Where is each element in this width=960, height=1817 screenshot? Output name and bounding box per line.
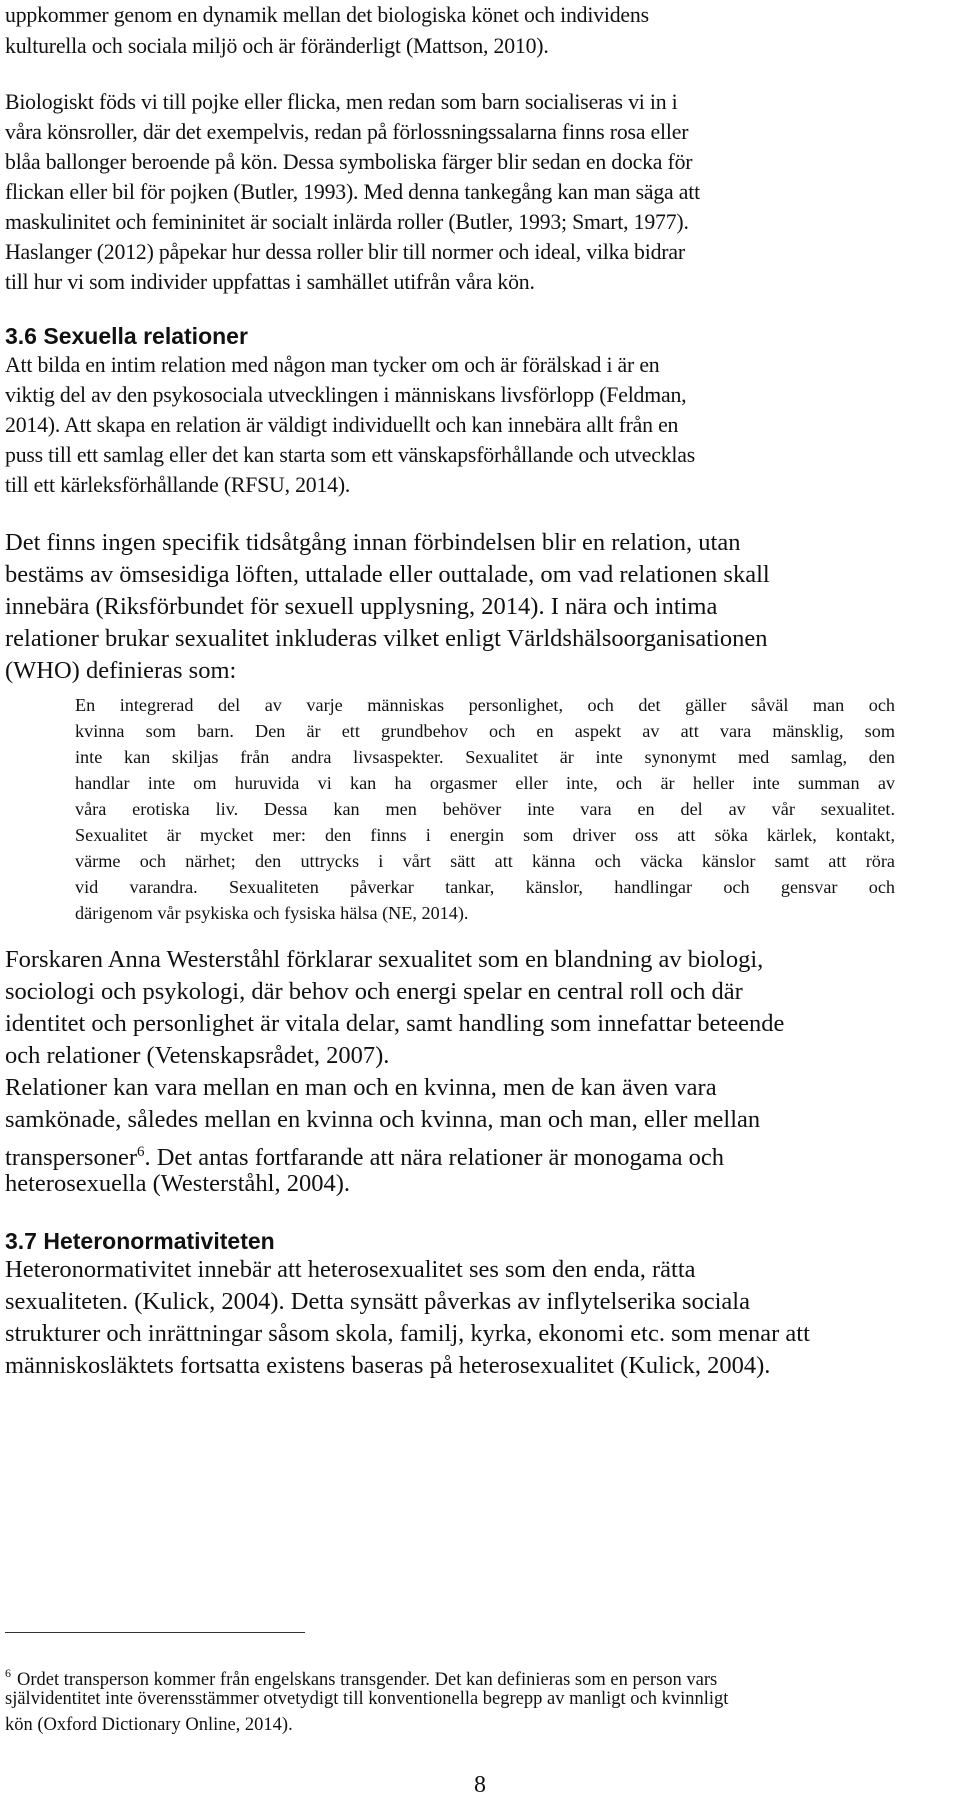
paragraph-line: människosläktets fortsatta existens baseras på heterosexualitet (Kulick, 2004).	[5, 1352, 771, 1379]
footnote-line: kön (Oxford Dictionary Online, 2014).	[5, 1715, 293, 1735]
footnote-text: Ordet transperson kommer från engelskans transgender. Det kan definieras som en person vars	[17, 1670, 718, 1690]
paragraph-line: och relationer (Vetenskapsrådet, 2007).	[5, 1042, 390, 1069]
section-heading-3-6: 3.6 Sexuella relationer	[5, 323, 248, 349]
paragraph-line: identitet och personlighet är vitala delar, samt handling som innefattar beteende	[5, 1010, 785, 1037]
quote-line: handlar inte om huruvida vi kan ha orgasmer eller inte, och är heller inte summan av	[75, 773, 895, 793]
paragraph-line: puss till ett samlag eller det kan starta som ett vänskapsförhållande och utvecklas	[5, 442, 696, 467]
paragraph-line: till ett kärleksförhållande (RFSU, 2014).	[5, 472, 351, 497]
paragraph-line: innebära (Riksförbundet för sexuell upplysning, 2014). I nära och intima	[5, 593, 718, 620]
footnote-divider	[5, 1632, 305, 1633]
intro-line: våra könsroller, där det exempelvis, redan på förlossningssalarna finns rosa eller	[5, 119, 689, 144]
quote-line: vid varandra. Sexualiteten påverkar tankar, känslor, handlingar och gensvar och	[75, 877, 895, 897]
paragraph-line: 2014). Att skapa en relation är väldigt individuellt och kan innebära allt från en	[5, 412, 679, 437]
page-number: 8	[474, 1772, 486, 1798]
quote-line: inte kan skiljas från andra livsaspekter. Sexualitet är inte synonymt med samlag, den	[75, 747, 895, 767]
paragraph-text: . Det antas fortfarande att nära relationer är monogama och	[144, 1144, 725, 1171]
intro-line: maskulinitet och femininitet är socialt inlärda roller (Butler, 1993; Smart, 1977).	[5, 209, 689, 234]
quote-line: våra erotiska liv. Dessa kan men behöver inte vara en del av vår sexualitet.	[75, 799, 895, 819]
footnote-reference: 6	[136, 1144, 145, 1160]
paragraph-line: samkönade, således mellan en kvinna och kvinna, man och man, eller mellan	[5, 1106, 761, 1133]
quote-line: kvinna som barn. Den är ett grundbehov och en aspekt av att vara mänsklig, som	[75, 721, 895, 741]
quote-line: värme och närhet; den uttrycks i vårt sätt att känna och väcka känslor samt att röra	[75, 851, 895, 871]
quote-line: Sexualitet är mycket mer: den finns i energin som driver oss att söka kärlek, kontakt,	[75, 825, 895, 845]
paragraph-line: relationer brukar sexualitet inkluderas vilket enligt Världshälsoorganisationen	[5, 625, 768, 652]
section-heading-3-7: 3.7 Heteronormativiteten	[5, 1228, 275, 1254]
intro-line: kulturella och sociala miljö och är föränderligt (Mattson, 2010).	[5, 33, 549, 58]
paragraph-line: Relationer kan vara mellan en man och en kvinna, men de kan även vara	[5, 1074, 717, 1101]
intro-line: Haslanger (2012) påpekar hur dessa roller blir till normer och ideal, vilka bidrar	[5, 239, 685, 264]
paragraph-line: Heteronormativitet innebär att heterosexualitet ses som den enda, rätta	[5, 1256, 696, 1283]
paragraph-text: transpersoner	[5, 1144, 137, 1171]
paragraph-line: heterosexuella (Westerståhl, 2004).	[5, 1170, 350, 1197]
paragraph-line: sociologi och psykologi, där behov och energi spelar en central roll och där	[5, 978, 743, 1005]
paragraph-line: strukturer och inrättningar såsom skola, familj, kyrka, ekonomi etc. som menar att	[5, 1320, 810, 1347]
paragraph-line	[5, 1137, 724, 1173]
paragraph-line: Det finns ingen specifik tidsåtgång innan förbindelsen blir en relation, utan	[5, 529, 741, 556]
intro-line: Biologiskt föds vi till pojke eller flicka, men redan som barn socialiseras vi in i	[5, 89, 678, 114]
quote-line: därigenom vår psykiska och fysiska hälsa (NE, 2014).	[75, 903, 469, 923]
paragraph-line: Forskaren Anna Westerståhl förklarar sexualitet som en blandning av biologi,	[5, 946, 764, 973]
intro-line: till hur vi som individer uppfattas i samhället utifrån våra kön.	[5, 269, 535, 294]
footnote-line: självidentitet inte överensstämmer otvetydigt till konventionella begrepp av manligt och kvinnligt	[5, 1689, 729, 1709]
quote-line: En integrerad del av varje människas personlighet, och det gäller såväl man och	[75, 695, 895, 715]
intro-line: flickan eller bil för pojken (Butler, 1993). Med denna tankegång kan man säga att	[5, 179, 700, 204]
paragraph-line: bestäms av ömsesidiga löften, uttalade eller outtalade, om vad relationen skall	[5, 561, 770, 588]
intro-line: uppkommer genom en dynamik mellan det biologiska könet och individens	[5, 2, 649, 27]
paragraph-line: Att bilda en intim relation med någon man tycker om och är förälskad i är en	[5, 352, 660, 377]
paragraph-line: sexualiteten. (Kulick, 2004). Detta synsätt påverkas av inflytelserika sociala	[5, 1288, 750, 1315]
footnote-number: 6	[5, 1666, 11, 1680]
intro-line: blåa ballonger beroende på kön. Dessa symboliska färger blir sedan en docka för	[5, 149, 693, 174]
paragraph-line: (WHO) definieras som:	[5, 657, 237, 684]
paragraph-line: viktig del av den psykosociala utvecklingen i människans livsförlopp (Feldman,	[5, 382, 687, 407]
